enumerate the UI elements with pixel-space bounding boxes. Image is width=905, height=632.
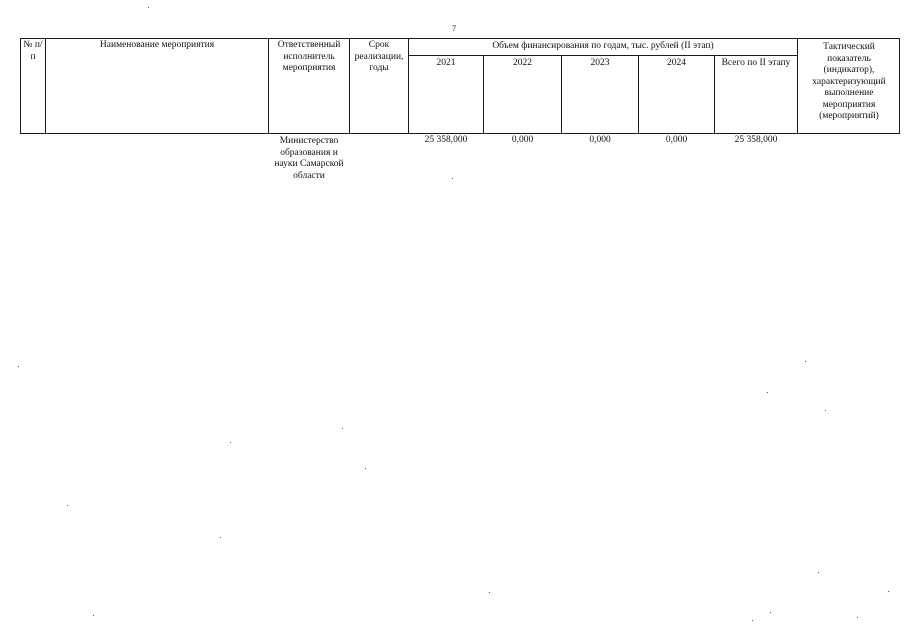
row-value-2021: 25 358,000 [424,135,468,145]
row-value-2022: 0,000 [511,135,534,145]
header-name: Наименование мероприятия [99,40,215,50]
table-right-border [899,38,900,134]
column-divider [797,38,798,134]
scan-speck [18,366,19,367]
funding-subheader-border [408,55,797,56]
column-divider [45,38,46,134]
header-funding-group: Объем финансирования по годам, тыс. рублей (II этап) [492,41,714,51]
header-total: Всего по II этапу [721,58,791,68]
header-year-2021: 2021 [436,58,456,68]
scan-speck [342,428,343,429]
scan-speck [220,537,221,538]
header-number: № п/п [23,40,43,62]
row-total: 25 358,000 [734,135,778,145]
scan-speck [888,591,889,592]
header-period: Срок реализации, годы [354,40,404,73]
scan-speck [365,468,366,469]
financing-table-header [20,38,900,134]
row-value-2023: 0,000 [589,135,611,145]
table-header-bottom-border [20,133,900,134]
scan-speck [67,505,68,506]
row-value-2024: 0,000 [665,135,688,145]
table-top-border [20,38,900,39]
scan-speck [452,178,453,179]
scan-speck [825,410,826,411]
page-number: 7 [452,24,456,33]
scan-speck [818,572,819,573]
header-indicator: Тактический показатель (индикатор), характеризующий выполнение мероприятия (мероприятий) [812,42,886,121]
row-executor: Министерство образования и науки Самарской области [274,136,344,181]
scan-speck [93,615,94,616]
scan-speck [230,442,231,443]
scan-speck [805,361,806,362]
scan-speck [148,7,149,8]
scan-speck [770,612,771,613]
scan-speck [752,620,753,621]
header-year-2022: 2022 [513,58,532,68]
header-year-2024: 2024 [667,58,686,68]
header-executor: Ответственный исполнитель мероприятия [277,40,341,73]
scan-speck [767,392,768,393]
scan-speck [489,592,490,593]
header-year-2023: 2023 [590,58,610,68]
scan-speck [857,617,858,618]
